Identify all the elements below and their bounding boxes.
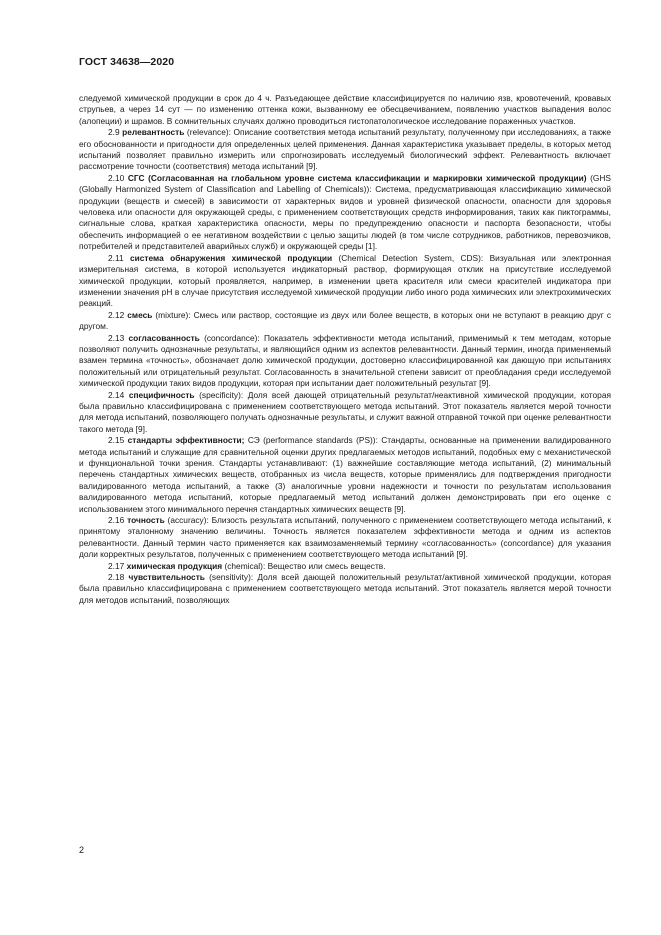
term-number: 2.14 — [108, 389, 125, 400]
term-number: 2.17 — [108, 560, 125, 571]
term-number: 2.16 — [108, 515, 125, 526]
paragraph-continuation: следуемой химической продукции в срок до 4 ч. Разъедающее действие классифицируется по наличию язв, кровотечений, кровавых струпьев, а через 14 сут — по изменению оттенка кожи, вызванному ее обесцвечиванием, появлению участков выпадения волос (алопеции) и шрамов. В сомнительных случаях должно проводиться гистопатологическое исследование пораженных участков. — [79, 93, 611, 126]
term-number: 2.10 — [108, 172, 125, 183]
term-definition-2-17 — [79, 561, 611, 572]
term-text: (sensitivity): Доля всей дающей положительный результат/активной химической продукции, которая была правильно классифицирована с применением соответствующего метода испытаний. Этот показатель является мерой точности для методов испытаний, позволяющих — [79, 572, 611, 605]
term-title: чувствительность — [128, 572, 205, 583]
term-definition-2-9 — [79, 127, 611, 173]
term-number: 2.15 — [108, 435, 125, 446]
term-number: 2.12 — [108, 309, 125, 320]
term-text: (GHS (Globally Harmonized System of Classification and Labelling of Chemicals)): Система, предусматривающая классификацию химической продукции (веществ и смесей) в зависимости от характерных видов и уровней физической опасности, опасности для здоровья человека или опасности для окружающей среды, с применением соответствующих средств информирования, таких как пиктограммы, сигнальные слова, краткая характеристика опасности, меры по предупреждению опасности и паспорта безопасности, чтобы обеспечить информацией о ее негативном воздействии с целью защиты людей (в том числе сотрудников, работников, перевозчиков, потребителей и представителей аварийных служб) и окружающей среды [1]. — [79, 172, 611, 252]
term-definition-2-15 — [79, 435, 611, 515]
term-title: релевантность — [122, 127, 185, 138]
term-text: (accuracy): Близость результата испытаний, полученного с применением соответствующего метода испытаний, к принятому эталонному значению величины. Точность является показателем эффективности метода и одним из аспектов релевантности. Данный термин часто применяется как взаимозаменяемый термину «согласованность» (concordance) для указания доли корректных результатов, полученных с применением соответствующего метода испытаний [9]. — [79, 515, 611, 560]
term-text: СЭ (performance standards (PS)): Стандарты, основанные на применении валидированного метода испытаний и служащие для сравнительной оценки других предлагаемых методов испытаний, подобных ему с механистической и функциональной точки зрения. Стандарты устанавливают: (1) важнейшие составляющие метода испытаний, (2) минимальный перечень стандартных химических веществ, отобранных из числа веществ, которые применялись для подтверждения пригодности валидированного метода испытаний, а также (3) аналогичные уровни надежности и точности по результатам использования валидированного метода испытаний, которые предлагаемый метод испытаний должен демонстрировать при его оценке с использованием этого минимального перечня стандартных химических веществ [9]. — [79, 435, 611, 514]
document-body — [79, 93, 611, 606]
term-title: система обнаружения химической продукции — [130, 252, 333, 263]
term-text: (mixture): Смесь или раствор, состоящие из двух или более веществ, в которых они не вступают в реакцию друг с другом. — [79, 309, 611, 332]
term-title: точность — [127, 515, 165, 526]
term-number: 2.18 — [108, 572, 125, 583]
term-definition-2-14 — [79, 390, 611, 436]
term-title: химическая продукция — [126, 560, 223, 571]
document-header: ГОСТ 34638—2020 — [79, 56, 175, 68]
term-title: стандарты эффективности; — [127, 435, 245, 446]
term-number: 2.9 — [108, 127, 120, 138]
term-text: (chemical): Вещество или смесь веществ. — [222, 560, 386, 571]
page-number: 2 — [79, 845, 85, 855]
term-definition-2-16 — [79, 515, 611, 561]
term-number: 2.13 — [108, 332, 125, 343]
term-number: 2.11 — [108, 252, 124, 263]
term-title: согласованность — [128, 332, 200, 343]
term-definition-2-10 — [79, 173, 611, 253]
term-definition-2-13 — [79, 333, 611, 390]
term-definition-2-11 — [79, 253, 611, 310]
term-text: (concordance): Показатель эффективности метода испытаний, применимый к тем методам, которые позволяют получить однозначные результаты, и являющийся одним из аспектов релевантности. Данный термин, иногда применяемый взамен термина «точность», обозначает долю химической продукции, достоверно классифицированной как дающую при испытаниях положительный или отрицательный результат. Согласованность в значительной степени зависит от преобладания среди исследуемой химической продукции таких видов продукции, которая при испытании дает положительный результат [9]. — [79, 332, 611, 389]
term-definition-2-18 — [79, 572, 611, 606]
term-title: специфичность — [128, 389, 195, 400]
term-title: смесь — [127, 309, 153, 320]
term-text: (specificity): Доля всей дающей отрицательный результат/неактивной химической продукции, которая была правильно классифицирована с применением соответствующего метода испытаний. Этот показатель является мерой точности для метода испытаний, позволяющего получать однозначные результаты, и служит важной отправной точкой при оценке релевантности такого метода [9]. — [79, 389, 611, 434]
term-title: СГС (Согласованная на глобальном уровне система классификации и маркировки химической продукции) — [127, 172, 587, 183]
term-text: (Chemical Detection System, CDS): Визуальная или электронная измерительная система, в которой используется индикаторный раствор, формирующая отклик на присутствие исследуемой химической продукции, который проявляется, например, в изменении цвета красителя или смеси красителей индикатора при изменении значения pH в случае присутствия исследуемой химической продукции либо иного рода химических или электрохимических реакций. — [79, 252, 611, 309]
term-definition-2-12 — [79, 310, 611, 333]
term-text: (relevance): Описание соответствия метода испытаний результату, полученному при исследованиях, а также его обоснованности и пригодности для определенных целей применения. Данная характеристика указывает пределы, в которых метод испытаний позволяет правильно измерить или спрогнозировать исследуемый биологический эффект. Релевантность включает рассмотрение точности (соответствия) метода испытаний [9]. — [79, 127, 611, 172]
